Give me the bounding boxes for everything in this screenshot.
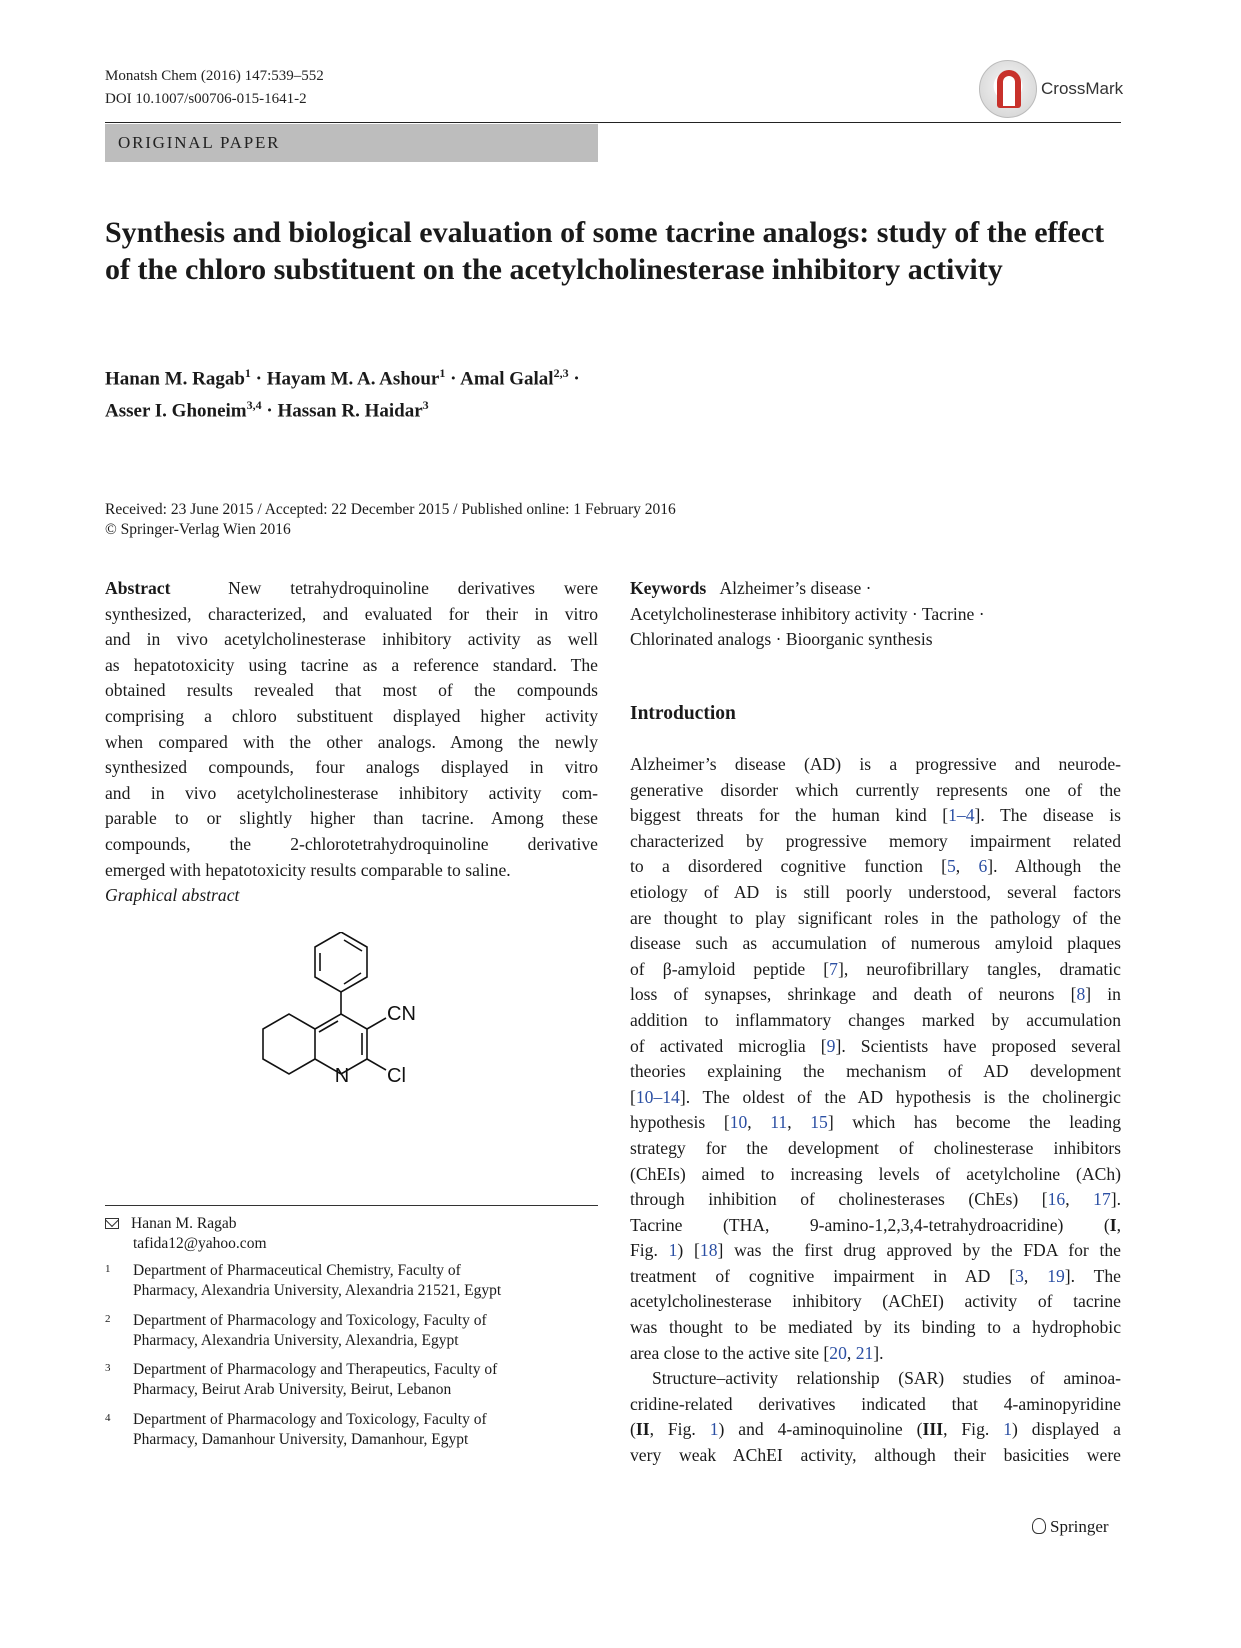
- intro-text: of β-amyloid peptide [: [630, 958, 830, 979]
- intro-text: ].: [873, 1342, 884, 1363]
- abstract-text: compounds, the 2-chlorotetrahydroquinoline derivative: [105, 833, 598, 854]
- intro-text: ] in: [1085, 984, 1121, 1005]
- correspondence: [105, 1214, 267, 1254]
- intro-text: Alzheimer’s disease (AD) is a progressive and neurode-: [630, 754, 1121, 774]
- abstract-text: synthesized, characterized, and evaluated for their in vitro: [105, 603, 598, 624]
- intro-line: [630, 1059, 1121, 1085]
- intro-text: treatment of cognitive impairment in AD [: [630, 1265, 1016, 1286]
- citation-link[interactable]: 5: [946, 856, 956, 877]
- intro-text: loss of synapses, shrinkage and death of neurons [: [630, 984, 1077, 1005]
- citation-link[interactable]: 3: [1015, 1265, 1024, 1286]
- intro-line: [630, 1136, 1121, 1162]
- affiliation-line: Department of Pharmacology and Therapeutics, Faculty of: [133, 1361, 498, 1378]
- intro-line: [630, 1187, 1121, 1213]
- citation-link[interactable]: 15: [810, 1112, 828, 1133]
- intro-line: [630, 1443, 1121, 1469]
- intro-line: [630, 1289, 1121, 1315]
- intro-line: [630, 1085, 1121, 1111]
- section-banner: ORIGINAL PAPER: [105, 124, 598, 162]
- intro-text: ,: [1065, 1189, 1094, 1210]
- citation-link[interactable]: 16: [1047, 1189, 1066, 1210]
- author-name[interactable]: Hayam M. A. Ashour: [266, 368, 440, 390]
- cyclohexane-ring: [263, 1014, 315, 1074]
- intro-text: through inhibition of cholinesterases (ChEs) [: [630, 1189, 1048, 1210]
- doi: DOI 10.1007/s00706-015-1641-2: [105, 91, 307, 107]
- abstract-line: [105, 627, 598, 653]
- intro-text: disease such as accumulation of numerous amyloid plaques: [630, 933, 1121, 954]
- author-name[interactable]: Hassan R. Haidar: [277, 400, 423, 422]
- author-name[interactable]: Hanan M. Ragab: [105, 368, 245, 390]
- intro-text: hypothesis [: [630, 1112, 730, 1133]
- intro-text: characterized by progressive memory impairment related: [630, 830, 1121, 851]
- citation-link[interactable]: 17: [1093, 1189, 1111, 1210]
- abstract-line: [105, 781, 598, 807]
- citation-link[interactable]: 10–14: [635, 1086, 680, 1107]
- affiliation-line: Pharmacy, Alexandria University, Alexandria 21521, Egypt: [133, 1282, 502, 1299]
- graphical-abstract-label: [105, 883, 598, 909]
- keyword-text: Acetylcholinesterase inhibitory activity · Tacrine ·: [630, 603, 985, 624]
- copyright-line: © Springer-Verlag Wien 2016: [105, 521, 291, 538]
- affiliation-number: 3: [105, 1362, 111, 1374]
- author-line-1: [105, 360, 1005, 392]
- affiliation: [105, 1360, 598, 1400]
- citation-link[interactable]: 1: [1003, 1419, 1012, 1440]
- intro-text: Structure–activity relationship (SAR) studies of aminoa-: [652, 1368, 1121, 1388]
- journal-citation: Monatsh Chem (2016) 147:539–552: [105, 68, 324, 84]
- intro-text: (: [630, 1419, 636, 1440]
- affiliation-line: Pharmacy, Damanhour University, Damanhour, Egypt: [133, 1431, 469, 1448]
- intro-text: strategy for the development of cholinesterase inhibitors: [630, 1137, 1121, 1158]
- publisher-name: Springer: [1050, 1517, 1109, 1536]
- intro-line: [630, 829, 1121, 855]
- introduction-paragraph-1: [630, 752, 1121, 1366]
- intro-text: (ChEIs) aimed to increasing levels of acetylcholine (ACh): [630, 1163, 1121, 1184]
- keywords-line: [630, 602, 1121, 628]
- author-separator: ·: [445, 368, 461, 390]
- affiliation-line: Department of Pharmacology and Toxicology, Faculty of: [133, 1312, 487, 1329]
- abstract-text: and in vivo acetylcholinesterase inhibitory activity as well: [105, 629, 598, 650]
- citation-link[interactable]: 1: [709, 1419, 719, 1440]
- intro-text: Fig.: [630, 1240, 669, 1261]
- affiliation-text: [133, 1410, 598, 1450]
- intro-text: very weak AChEI activity, although their basicities were: [630, 1444, 1121, 1465]
- intro-line: [630, 1417, 1121, 1443]
- intro-text: ]. The oldest of the AD hypothesis is the cholinergic: [679, 1086, 1121, 1107]
- abstract-line: [105, 755, 598, 781]
- author-list: [105, 360, 1005, 425]
- intro-line: [630, 1341, 1121, 1367]
- publisher-logo: [1032, 1517, 1109, 1537]
- citation-link[interactable]: 21: [855, 1342, 874, 1363]
- affiliation-line: Department of Pharmaceutical Chemistry, Faculty of: [133, 1262, 461, 1279]
- abstract-text: when compared with the other analogs. Among the newly: [105, 731, 598, 752]
- intro-text: ,: [1116, 1214, 1121, 1235]
- abstract-label: Abstract: [105, 578, 171, 598]
- intro-text: biggest threats for the human kind [: [630, 805, 949, 826]
- intro-text: ) displayed a: [1012, 1419, 1121, 1440]
- intro-text: Tacrine (THA, 9-amino-1,2,3,4-tetrahydroacridine) (: [630, 1214, 1110, 1235]
- intro-line: [630, 1110, 1121, 1136]
- citation-link[interactable]: 19: [1047, 1265, 1065, 1286]
- abstract-line: [105, 858, 598, 884]
- graphical-abstract-text: Graphical abstract: [105, 885, 240, 906]
- intro-text: ]. The: [1064, 1265, 1121, 1286]
- crossmark-icon: [979, 60, 1037, 118]
- intro-text: generative disorder which currently represents one of the: [630, 779, 1121, 800]
- author-name[interactable]: Amal Galal: [460, 368, 554, 390]
- author-affil-sup: 1: [439, 366, 446, 380]
- abstract-line: [105, 832, 598, 858]
- cn-label: CN: [387, 1003, 416, 1025]
- abstract-text: parable to or slightly higher than tacrine. Among these: [105, 808, 598, 829]
- abstract-line: [105, 678, 598, 704]
- abstract-line: [105, 653, 598, 679]
- keyword-text: Chlorinated analogs · Bioorganic synthesis: [630, 629, 933, 650]
- intro-line: [630, 1238, 1121, 1264]
- intro-text: was thought to be mediated by its binding to a hydrophobic: [630, 1317, 1121, 1338]
- affiliation-number: 2: [105, 1313, 111, 1325]
- intro-text: are thought to play significant roles in the pathology of the: [630, 907, 1121, 928]
- author-name[interactable]: Asser I. Ghoneim: [105, 400, 247, 422]
- springer-horse-icon: [1032, 1518, 1046, 1534]
- intro-line: [630, 1366, 1121, 1392]
- intro-line: [630, 803, 1121, 829]
- intro-line: [630, 1162, 1121, 1188]
- intro-text: addition to inflammatory changes marked by accumulation: [630, 1009, 1121, 1030]
- affiliation: [105, 1410, 598, 1450]
- intro-line: [630, 1264, 1121, 1290]
- affiliation-number: 1: [105, 1263, 111, 1275]
- intro-text: theories explaining the mechanism of AD development: [630, 1061, 1121, 1082]
- keywords-line: [630, 627, 1121, 653]
- intro-text: ) [: [677, 1240, 700, 1261]
- intro-text: ] which has become the leading: [827, 1112, 1121, 1133]
- chemical-structure: [248, 932, 498, 1142]
- paper-title: Synthesis and biological evaluation of some tacrine analogs: study of the effect of the chloro substituent on the acetylcholinesterase inhibitory activity: [105, 216, 1105, 286]
- intro-line: [630, 1008, 1121, 1034]
- compound-label: III: [922, 1419, 944, 1440]
- intro-text: cridine-related derivatives indicated that 4-aminopyridine: [630, 1393, 1121, 1414]
- abstract-text: synthesized compounds, four analogs displayed in vitro: [105, 757, 598, 778]
- intro-text: of activated microglia [: [630, 1035, 827, 1056]
- author-separator: ·: [250, 368, 267, 390]
- abstract-text: obtained results revealed that most of the compounds: [105, 680, 598, 701]
- intro-text: [: [630, 1086, 636, 1107]
- abstract: [105, 576, 598, 909]
- publication-dates: [105, 500, 1005, 540]
- abstract-text: comprising a chloro substituent displayed higher activity: [105, 705, 598, 726]
- affiliation-text: [133, 1311, 598, 1351]
- intro-text: etiology of AD is still poorly understood, several factors: [630, 881, 1121, 902]
- abstract-line: [105, 576, 598, 602]
- affiliation-line: Pharmacy, Beirut Arab University, Beirut, Lebanon: [133, 1381, 452, 1398]
- intro-text: , Fig.: [649, 1419, 710, 1440]
- author-line-2: [105, 392, 1005, 424]
- structure-bonds: [263, 932, 386, 1074]
- citation-link[interactable]: 8: [1076, 984, 1086, 1005]
- intro-text: ]. The disease is: [974, 805, 1122, 826]
- intro-line: [630, 880, 1121, 906]
- corresponding-email[interactable]: tafida12@yahoo.com: [133, 1235, 267, 1252]
- intro-text: ,: [955, 856, 979, 877]
- affiliation-text: [133, 1261, 598, 1301]
- intro-line: [630, 1392, 1121, 1418]
- intro-text: ]. Although the: [987, 856, 1121, 877]
- intro-text: ,: [747, 1112, 771, 1133]
- abstract-line: [105, 806, 598, 832]
- introduction-paragraph-2: [630, 1366, 1121, 1468]
- abstract-text: New tetrahydroquinoline derivatives were: [228, 578, 599, 598]
- citation-link[interactable]: 10: [729, 1112, 748, 1133]
- keywords-label: Keywords: [630, 578, 707, 598]
- intro-text: ,: [787, 1112, 811, 1133]
- citation-link[interactable]: 9: [826, 1035, 836, 1056]
- nitrogen-label: N: [334, 1065, 350, 1087]
- crossmark-badge[interactable]: [979, 60, 1129, 120]
- author-separator: ·: [568, 368, 580, 390]
- intro-text: ,: [1023, 1265, 1048, 1286]
- citation-link[interactable]: 11: [770, 1112, 788, 1133]
- abstract-text: as hepatotoxicity using tacrine as a reference standard. The: [105, 654, 598, 675]
- intro-line: [630, 1315, 1121, 1341]
- intro-line: [630, 982, 1121, 1008]
- intro-text: , Fig.: [943, 1419, 1004, 1440]
- footnote-rule: [105, 1205, 598, 1206]
- keywords-line: [630, 576, 1121, 602]
- citation-link[interactable]: 18: [699, 1240, 718, 1261]
- intro-line: [630, 752, 1121, 778]
- abstract-text: and in vivo acetylcholinesterase inhibitory activity com-: [105, 782, 598, 803]
- abstract-line: [105, 704, 598, 730]
- intro-text: ].: [1110, 1189, 1121, 1210]
- affiliation-line: Department of Pharmacology and Toxicology, Faculty of: [133, 1411, 487, 1428]
- intro-text: area close to the active site [: [630, 1342, 830, 1363]
- intro-line: [630, 906, 1121, 932]
- citation-link[interactable]: 1–4: [948, 805, 975, 826]
- intro-line: [630, 931, 1121, 957]
- affiliation-number: 4: [105, 1412, 111, 1424]
- keywords: [630, 576, 1121, 653]
- cl-label: Cl: [387, 1065, 406, 1087]
- intro-text: ) and 4-aminoquinoline (: [718, 1419, 923, 1440]
- author-affil-sup: 3,4: [246, 398, 262, 413]
- abstract-line: [105, 730, 598, 756]
- compound-label: I: [1109, 1214, 1117, 1235]
- intro-line: [630, 1213, 1121, 1239]
- citation-link[interactable]: 7: [829, 958, 838, 979]
- citation-link[interactable]: 20: [829, 1342, 847, 1363]
- intro-line: [630, 854, 1121, 880]
- intro-text: ]. Scientists have proposed several: [835, 1035, 1122, 1056]
- corresponding-author: Hanan M. Ragab: [131, 1215, 237, 1232]
- author-affil-sup: 3: [422, 398, 429, 413]
- author-affil-sup: 1: [244, 366, 251, 380]
- cn-bond: [367, 1018, 386, 1029]
- abstract-line: [105, 602, 598, 628]
- intro-text: to a disordered cognitive function [: [630, 856, 947, 877]
- intro-text: ], neurofibrillary tangles, dramatic: [837, 958, 1121, 979]
- affiliation: [105, 1311, 598, 1351]
- citation-link[interactable]: 6: [978, 856, 988, 877]
- intro-text: acetylcholinesterase inhibitory (AChEI) activity of tacrine: [630, 1291, 1121, 1312]
- affiliation-line: Pharmacy, Alexandria University, Alexandria, Egypt: [133, 1332, 459, 1349]
- intro-text: ,: [846, 1342, 856, 1363]
- abstract-text: emerged with hepatotoxicity results comparable to saline.: [105, 859, 511, 880]
- keyword-text: Alzheimer’s disease ·: [719, 578, 872, 598]
- intro-line: [630, 778, 1121, 804]
- phenyl-ring: [315, 932, 367, 992]
- affiliation: [105, 1261, 598, 1301]
- citation-link[interactable]: 1: [668, 1240, 678, 1261]
- intro-line: [630, 1034, 1121, 1060]
- intro-text: ] was the first drug approved by the FDA for the: [717, 1240, 1121, 1261]
- affiliation-text: [133, 1360, 598, 1400]
- envelope-icon: [105, 1218, 119, 1229]
- dates-line: Received: 23 June 2015 / Accepted: 22 December 2015 / Published online: 1 February 2016: [105, 501, 676, 518]
- author-separator: ·: [261, 400, 278, 422]
- author-affil-sup: 2,3: [553, 366, 569, 380]
- compound-label: II: [635, 1419, 650, 1440]
- header-rule: [105, 122, 1121, 123]
- cl-bond: [367, 1059, 386, 1070]
- introduction-heading: Introduction: [630, 703, 736, 724]
- crossmark-label: CrossMark: [1041, 79, 1124, 98]
- intro-line: [630, 957, 1121, 983]
